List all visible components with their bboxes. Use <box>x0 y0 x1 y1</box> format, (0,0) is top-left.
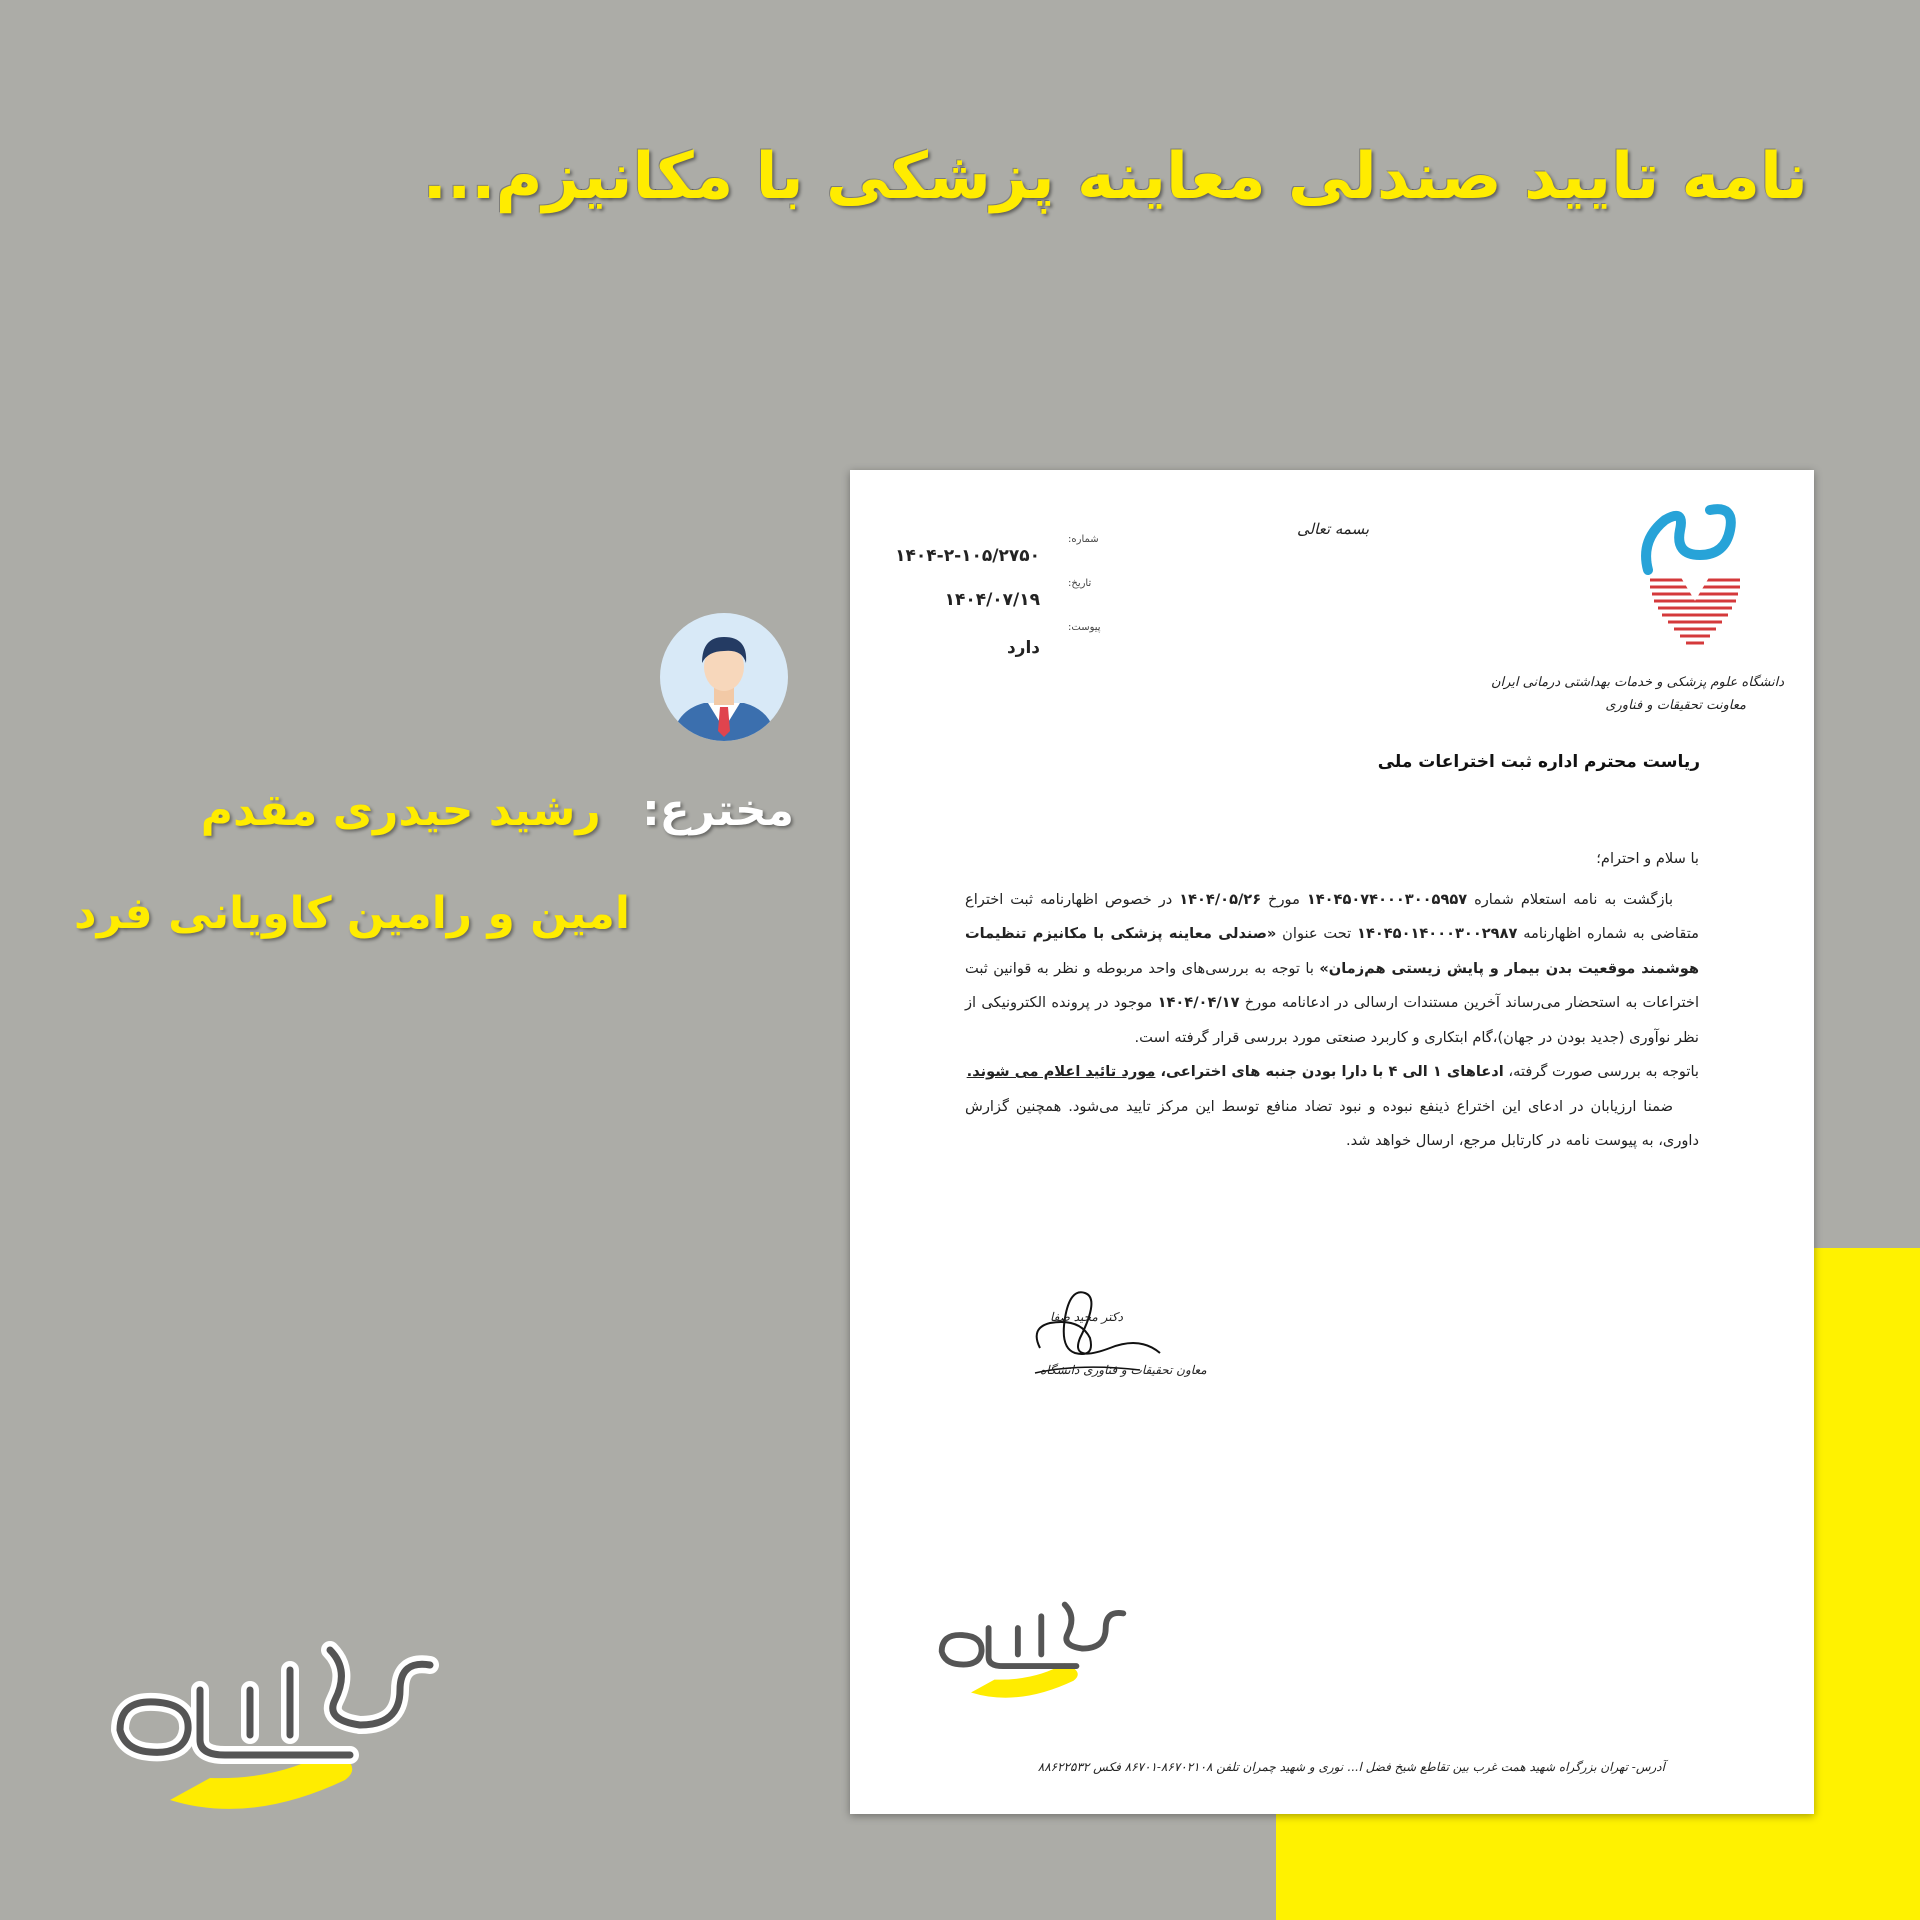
number-value: ۱۴۰۴-۲-۱۰۵/۲۷۵۰ <box>895 546 1040 566</box>
user-avatar-icon <box>658 611 790 743</box>
inventor-names-2: امین و رامین کاویانی فرد <box>73 888 630 939</box>
signatory-title: معاون تحقیقات و فناوری دانشگاه <box>1040 1363 1207 1377</box>
claim-date: ۱۴۰۴/۰۴/۱۷ <box>1157 994 1240 1011</box>
letter-footer-address: آدرس- تهران بزرگراه شهید همت غرب بین تقاطع شیخ فضل ا... نوری و شهید چمران تلفن ۸۶۷۰۲۱۰۸-۸۶۷۰۱ فکس ۸۸۶۲۲۵۳۲ <box>1037 1760 1665 1774</box>
letter-body <box>965 842 1699 1159</box>
date-label: تاریخ: <box>1068 578 1092 589</box>
letter-paragraph-3: ضمنا ارزیابان در ادعای این اختراع ذینفع نبوده و نبود تضاد منافع توسط این مرکز تایید می‌شود. همچنین گزارش داوری، به پیوست نامه در کارتابل مرجع، ارسال خواهد شد. <box>965 1097 1699 1149</box>
brand-logo-watermark <box>930 1590 1135 1710</box>
university-name: دانشگاه علوم پزشکی و خدمات بهداشتی درمانی ایران <box>1490 675 1784 690</box>
inquiry-date: ۱۴۰۴/۰۵/۲۶ <box>1179 890 1262 908</box>
letter-greeting: با سلام و احترام؛ <box>1596 850 1699 867</box>
number-label: شماره: <box>1068 534 1099 545</box>
invention-title: «صندلی معاینه پزشکی با مکانیزم تنظیمات هوشمند موقعیت بدن بیمار و پایش زیستی هم‌زمان» <box>965 925 1699 977</box>
attachment-label: پیوست: <box>1068 622 1101 633</box>
date-value: ۱۴۰۴/۰۷/۱۹ <box>944 590 1040 610</box>
brand-logo <box>100 1630 450 1825</box>
letter-paragraph-2: باتوجه به بررسی صورت گرفته، ادعاهای ۱ الی ۴ با دارا بودن جنبه های اختراعی، مورد تائید اعلام می شوند. <box>966 1063 1699 1080</box>
approval-statement: مورد تائید اعلام می شوند. <box>966 1063 1156 1080</box>
declaration-number: ۱۴۰۴۵۰۱۴۰۰۰۳۰۰۲۹۸۷ <box>1357 925 1518 942</box>
university-department: معاونت تحقیقات و فناوری <box>1605 698 1746 713</box>
inventor-line <box>201 785 794 836</box>
letter-invocation: بسمه تعالی <box>1297 520 1370 538</box>
university-logo <box>1640 500 1750 660</box>
inquiry-number: ۱۴۰۴۵۰۷۴۰۰۰۳۰۰۵۹۵۷ <box>1306 890 1468 908</box>
inventor-names-1: رشید حیدری مقدم <box>200 785 601 836</box>
attachment-value: دارد <box>1006 638 1040 658</box>
letter-recipient: ریاست محترم اداره ثبت اختراعات ملی <box>1377 752 1700 772</box>
approval-letter <box>850 470 1814 1814</box>
claims-approval: ادعاهای ۱ الی ۴ با دارا بودن جنبه های اختراعی، <box>1155 1063 1504 1080</box>
signatory-name: دکتر مجید صفا <box>1050 1310 1123 1324</box>
inventor-label: مخترع: <box>642 785 794 836</box>
letter-paragraph-1: بازگشت به نامه استعلام شماره ۱۴۰۴۵۰۷۴۰۰۰۳۰۰۵۹۵۷ مورخ ۱۴۰۴/۰۵/۲۶ در خصوص اظهارنامه ثبت اختراع متقاضی به شماره اظهارنامه ۱۴۰۴۵۰۱۴۰۰۰۳۰۰۲۹۸۷ تحت عنوان «صندلی معاینه پزشکی با مکانیزم تنظیمات هوشمند موقعیت بدن بیمار و پایش زیستی هم‌زمان» با توجه به بررسی‌های واحد مربوطه و نظر به قوانین ثبت اختراعات به استحضار می‌رساند آخرین مستندات ارسالی در ادعانامه مورخ ۱۴۰۴/۰۴/۱۷ موجود در پرونده الکترونیکی از نظر نوآوری (جدید بودن در جهان)،گام ابتکاری و کاربرد صنعتی مورد بررسی قرار گرفته است. <box>965 890 1699 1046</box>
page-headline: نامه تایید صندلی معاینه پزشکی با مکانیزم... <box>422 140 1808 214</box>
